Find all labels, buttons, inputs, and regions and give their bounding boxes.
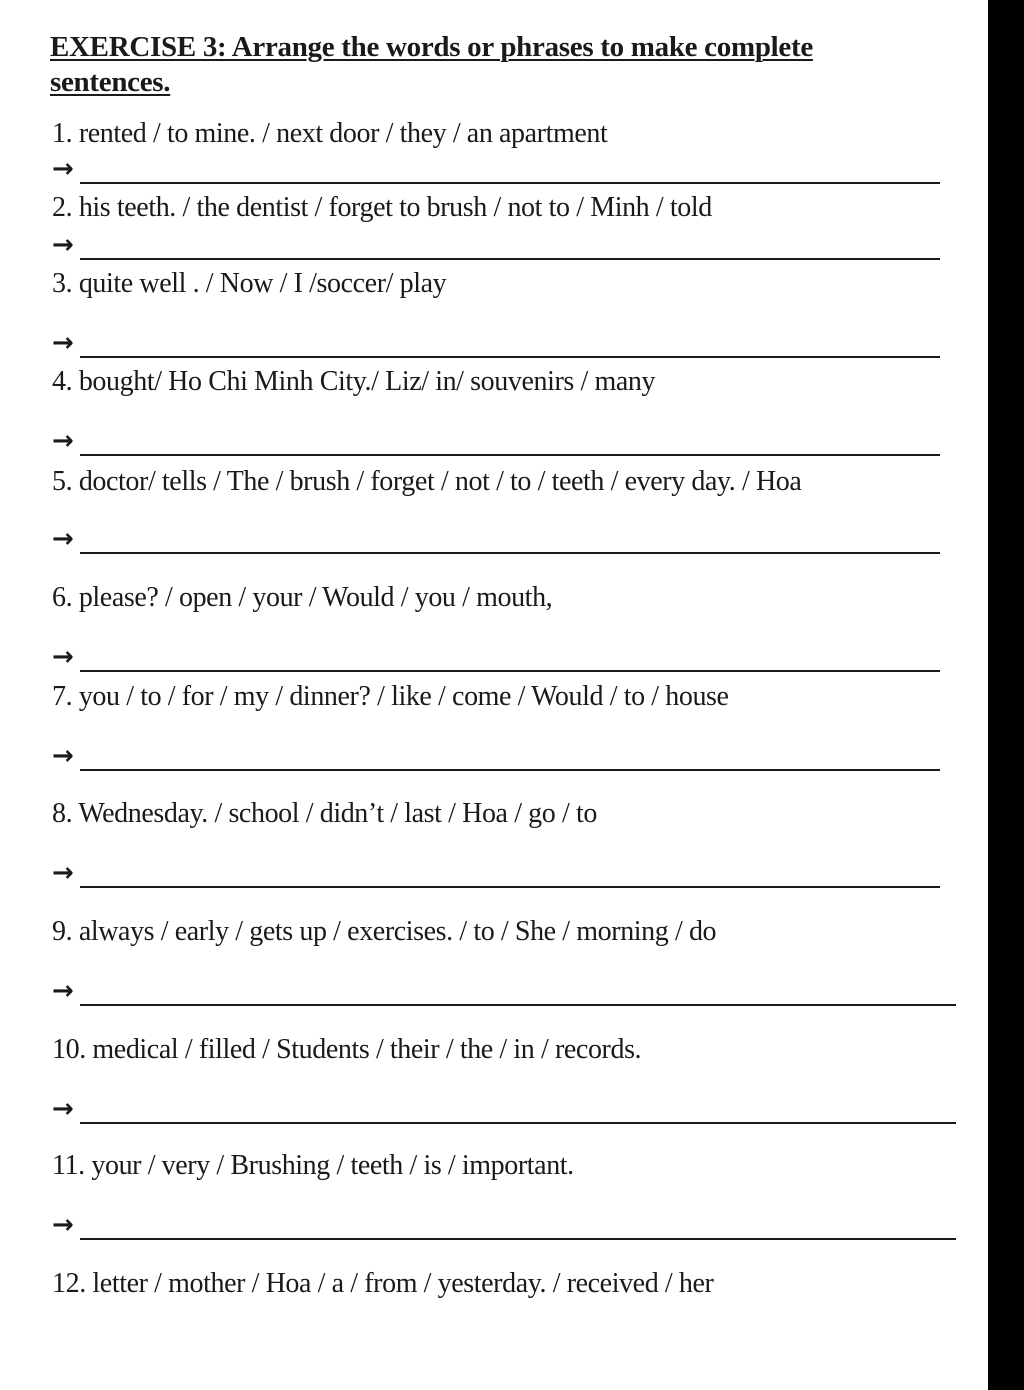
question-11 [52,1150,574,1182]
question-6 [52,582,552,614]
question-number: 10. [52,1034,86,1065]
arrow-icon: → [52,524,74,554]
arrow-icon: → [52,154,74,184]
question-1 [52,118,607,150]
question-number: 3. [52,268,73,299]
blank-line [80,454,940,456]
question-number: 11. [52,1150,85,1181]
arrow-icon: → [52,1094,74,1124]
blank-line [80,769,940,771]
arrow-icon: → [52,426,74,456]
blank-line [80,356,940,358]
question-2 [52,192,712,224]
question-number: 2. [52,192,73,223]
blank-line [80,670,940,672]
blank-line [80,886,940,888]
question-5 [52,466,801,498]
question-9 [52,916,716,948]
exercise-title: EXERCISE 3: Arrange the words or phrases to make complete sentences. [50,31,813,98]
question-10 [52,1034,641,1066]
blank-line [80,552,940,554]
question-number: 6. [52,582,73,613]
blank-line [80,1238,956,1240]
question-text: rented / to mine. / next door / they / an apartment [78,118,608,149]
question-text: letter / mother / Hoa / a / from / yesterday. / received / her [92,1268,714,1299]
question-text: you / to / for / my / dinner? / like / come / Would / to / house [78,681,729,712]
question-text: please? / open / your / Would / you / mouth, [78,582,553,613]
arrow-icon: → [52,328,74,358]
arrow-icon: → [52,1210,74,1240]
question-text: doctor/ tells / The / brush / forget / not / to / teeth / every day. / Hoa [78,466,802,497]
arrow-icon: → [52,741,74,771]
question-number: 7. [52,681,73,712]
blank-line [80,1004,956,1006]
question-number: 8. [52,798,73,829]
question-text: quite well . / Now / I /soccer/ play [78,268,447,299]
arrow-icon: → [52,642,74,672]
blank-line [80,1122,956,1124]
question-4 [52,366,655,398]
question-number: 4. [52,366,73,397]
question-text: medical / filled / Students / their / the / in / records. [92,1034,642,1065]
question-text: his teeth. / the dentist / forget to brush / not to / Minh / told [78,192,712,223]
question-12 [52,1268,713,1300]
question-text: always / early / gets up / exercises. / to / She / morning / do [78,916,717,947]
question-number: 5. [52,466,73,497]
question-text: Wednesday. / school / didn’t / last / Hoa / go / to [78,798,597,829]
question-3 [52,268,446,300]
question-text: your / very / Brushing / teeth / is / important. [91,1150,574,1181]
arrow-icon: → [52,230,74,260]
question-number: 12. [52,1268,86,1299]
question-number: 1. [52,118,73,149]
question-8 [52,798,597,830]
blank-line [80,182,940,184]
question-text: bought/ Ho Chi Minh City./ Liz/ in/ souvenirs / many [78,366,656,397]
arrow-icon: → [52,858,74,888]
question-7 [52,681,729,713]
blank-line [80,258,940,260]
question-number: 9. [52,916,73,947]
arrow-icon: → [52,976,74,1006]
